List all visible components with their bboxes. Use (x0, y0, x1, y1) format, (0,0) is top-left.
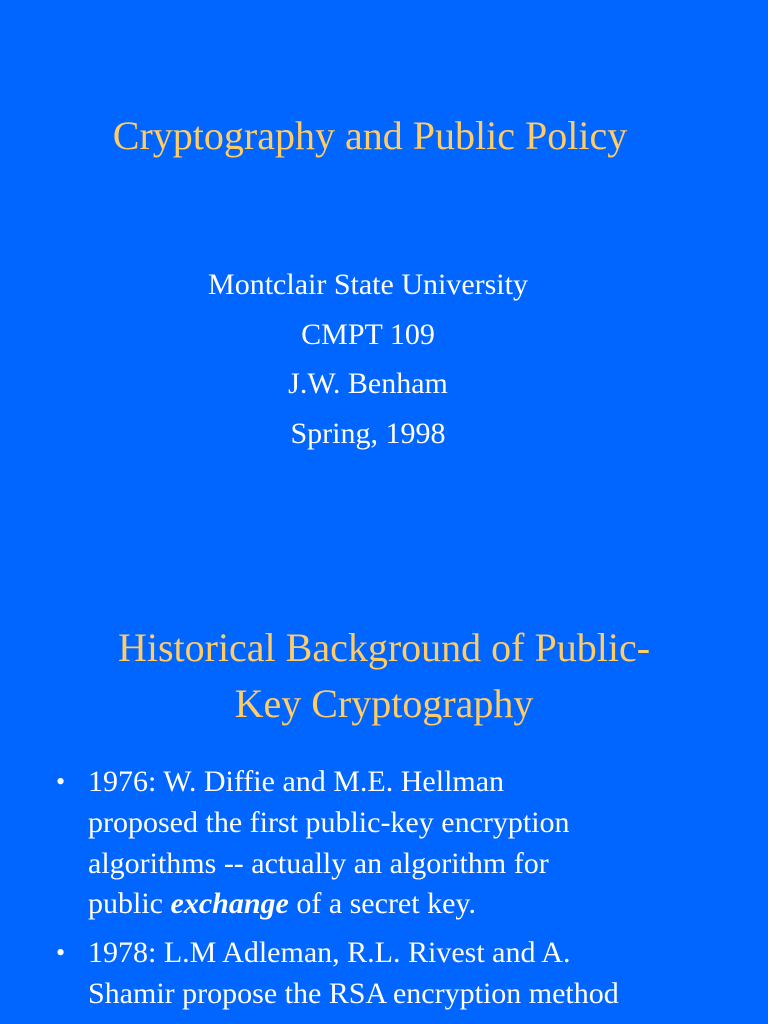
bullet-2-line-1: 1978: L.M Adleman, R.L. Rivest and A. (88, 936, 571, 970)
bullet-1-line-3: algorithms -- actually an algorithm for (88, 846, 549, 880)
subtitle-institution: Montclair State University (208, 268, 528, 301)
slide-2-title (14, 620, 754, 732)
subtitle-author: J.W. Benham (288, 367, 448, 400)
bullet-list (56, 762, 746, 1023)
subtitle-term: Spring, 1998 (290, 416, 446, 450)
bullet-item-1976 (56, 762, 746, 925)
bullet-marker: • (56, 938, 66, 968)
bullet-1-line-2: proposed the first public-key encryption (88, 805, 570, 839)
bullet-2-line-2: Shamir propose the RSA encryption method (88, 976, 619, 1010)
bullet-marker: • (56, 767, 66, 796)
slide-2-title-line-1: Historical Background of Public- (117, 625, 651, 670)
slide-1-title: Cryptography and Public Policy (112, 113, 628, 158)
slide-2-title-line-2: Key Cryptography (234, 681, 534, 726)
subtitle-course: CMPT 109 (301, 317, 435, 351)
bullet-1-line-4-after: of a secret key. (288, 887, 476, 921)
slide-1-subtitle (0, 260, 736, 458)
bullet-item-1978 (56, 933, 746, 1015)
bullet-1-emphasis: exchange (170, 887, 289, 921)
bullet-1-line-1: 1976: W. Diffie and M.E. Hellman (88, 765, 505, 798)
bullet-1-line-4-before: public (88, 887, 171, 921)
